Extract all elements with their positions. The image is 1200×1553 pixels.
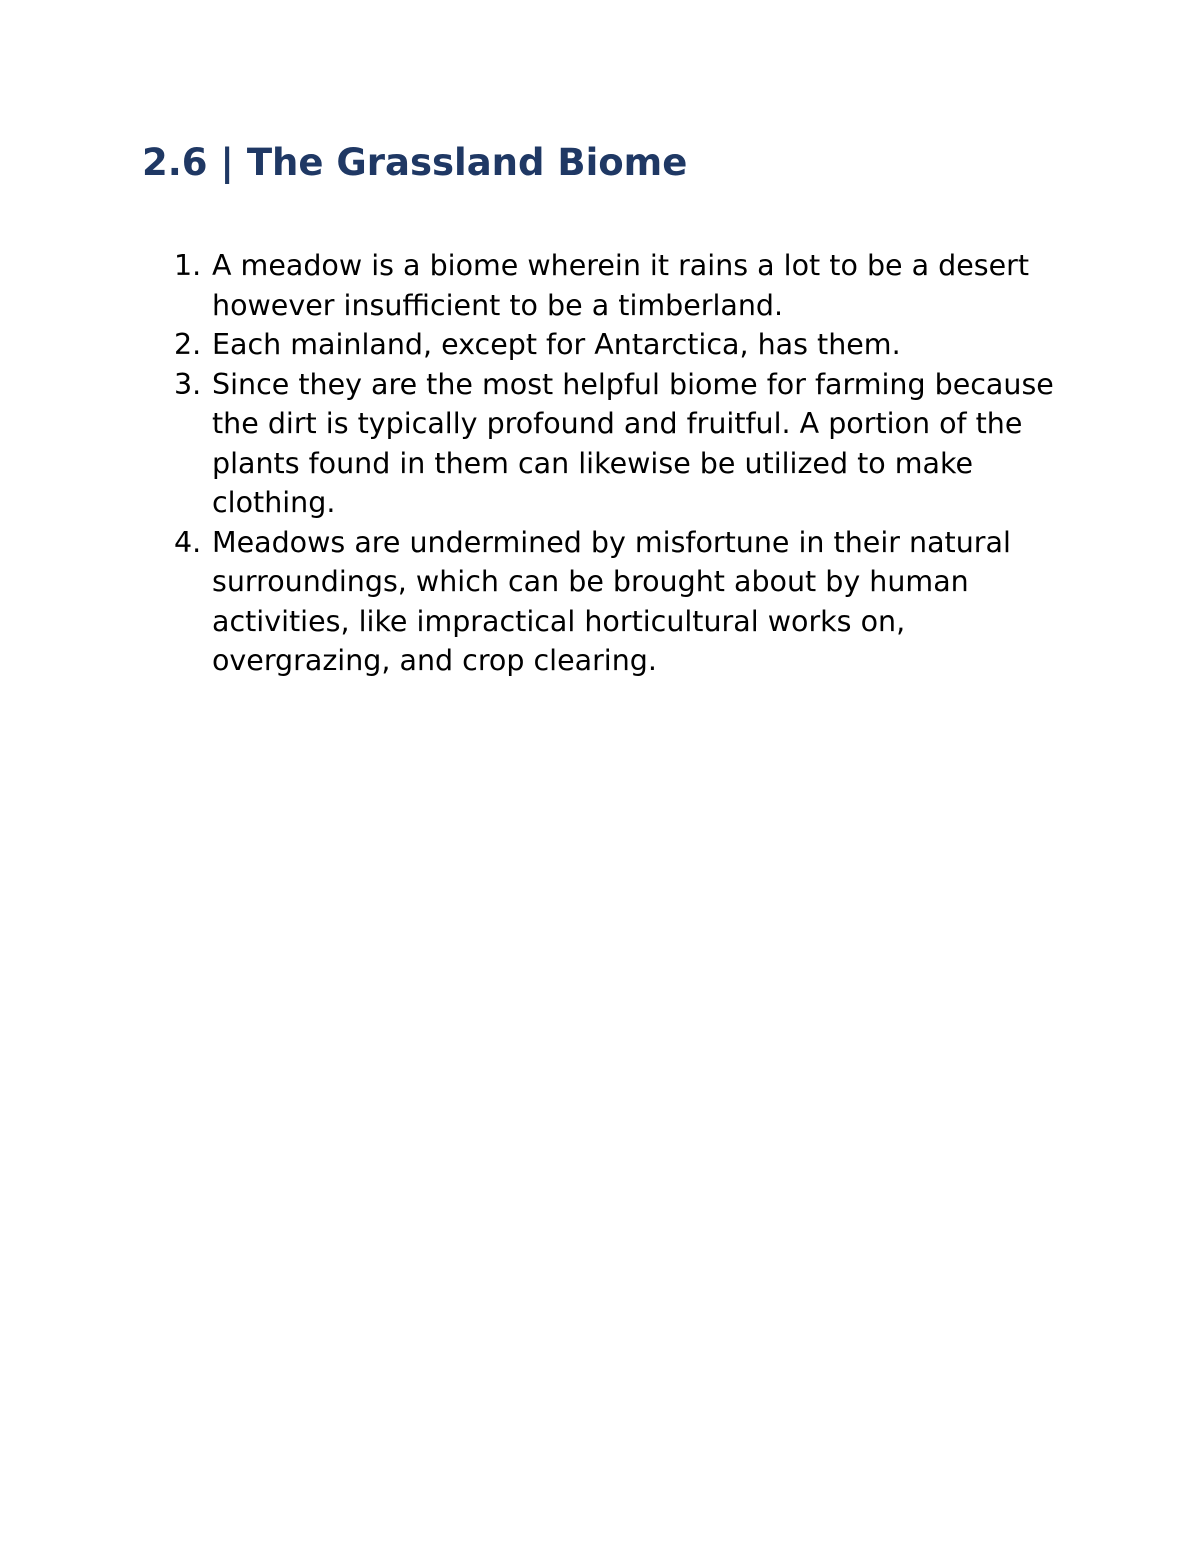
list-item-text: Since they are the most helpful biome for farming because the dirt is typically profound and fruitful. A portion of the plants found in them can likewise be utilized to make clothing.: [212, 367, 1054, 519]
list-item-text: A meadow is a biome wherein it rains a lot to be a desert however insufficient to be a timberland.: [212, 249, 1030, 322]
list-item: [160, 365, 1060, 523]
list-item-number: 4.: [174, 525, 202, 559]
list-item: [160, 523, 1060, 681]
list-item-number: 3.: [174, 367, 202, 401]
list-item: [160, 246, 1060, 325]
list-item-text: Meadows are undermined by misfortune in their natural surroundings, which can be brought about by human activities, like impractical horticultural works on, overgrazing, and crop clearing.: [212, 525, 1011, 677]
list-item-number: 2.: [174, 328, 202, 361]
list-item: [160, 325, 1060, 365]
numbered-list: [160, 246, 1060, 681]
list-item-number: 1.: [174, 249, 202, 282]
section-heading: 2.6 | The Grassland Biome: [142, 141, 688, 184]
list-item-text: Each mainland, except for Antarctica, has them.: [212, 328, 901, 361]
